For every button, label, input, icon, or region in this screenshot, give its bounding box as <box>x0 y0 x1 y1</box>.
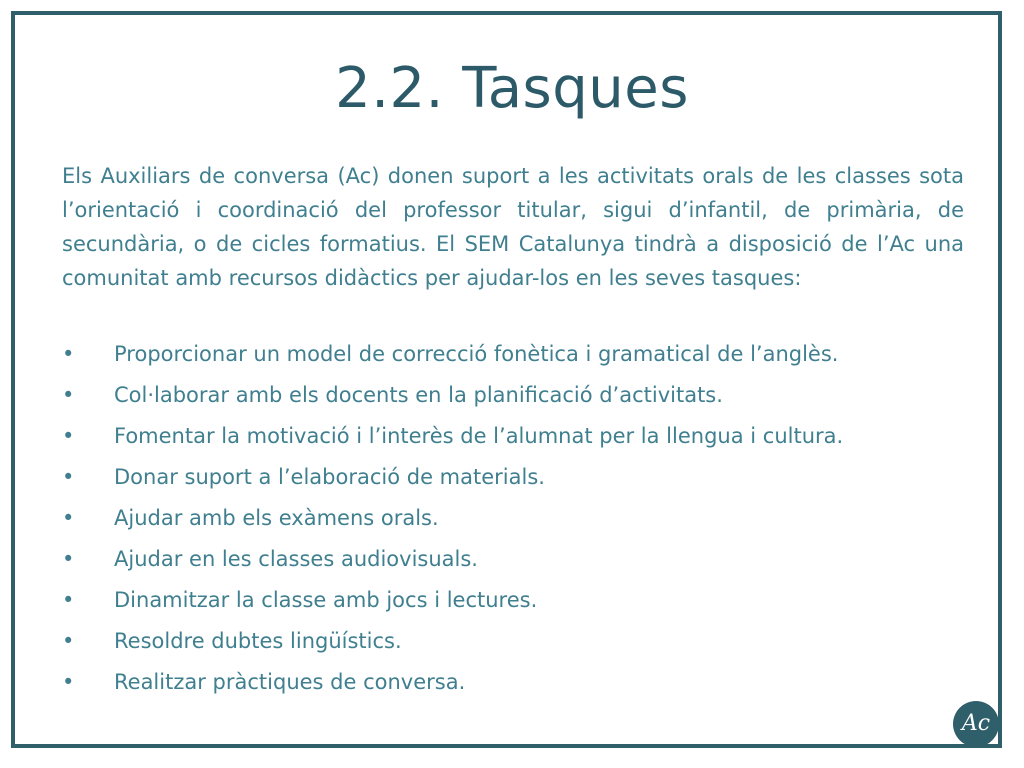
intro-paragraph: Els Auxiliars de conversa (Ac) donen suport a les activitats orals de les classes sota l’orientació i coordinació del professor titular, sigui d’infantil, de primària, de secundària, o de cicles formatius. El SEM Catalunya tindrà a disposició de l’Ac una comunitat amb recursos didàctics per ajudar-los en les seves tasques: <box>62 164 964 290</box>
task-item <box>62 419 964 460</box>
task-item <box>62 337 964 378</box>
task-text: Ajudar en les classes audiovisuals. <box>114 547 478 571</box>
task-text: Realitzar pràctiques de conversa. <box>114 670 466 694</box>
bullet-icon: • <box>62 383 75 407</box>
task-list <box>62 337 964 706</box>
task-text: Col·laborar amb els docents en la planificació d’activitats. <box>114 383 723 407</box>
task-text: Proporcionar un model de correcció fonètica i gramatical de l’anglès. <box>114 342 839 366</box>
task-item <box>62 542 964 583</box>
bullet-icon: • <box>62 547 75 571</box>
task-item <box>62 583 964 624</box>
bullet-icon: • <box>62 670 75 694</box>
bullet-icon: • <box>62 629 75 653</box>
bullet-icon: • <box>62 506 75 530</box>
task-item <box>62 501 964 542</box>
task-item <box>62 378 964 419</box>
task-item <box>62 624 964 665</box>
bullet-icon: • <box>62 342 75 366</box>
task-text: Fomentar la motivació i l’interès de l’alumnat per la llengua i cultura. <box>114 424 844 448</box>
task-text: Ajudar amb els exàmens orals. <box>114 506 439 530</box>
task-text: Resoldre dubtes lingüístics. <box>114 629 402 653</box>
bullet-icon: • <box>62 465 75 489</box>
bullet-icon: • <box>62 424 75 448</box>
task-item <box>62 460 964 501</box>
slide-title: 2.2. Tasques <box>335 56 689 121</box>
bullet-icon: • <box>62 588 75 612</box>
task-text: Donar suport a l’elaboració de materials. <box>114 465 545 489</box>
task-item <box>62 665 964 706</box>
task-text: Dinamitzar la classe amb jocs i lectures. <box>114 588 538 612</box>
ac-logo: Ac <box>953 701 999 747</box>
